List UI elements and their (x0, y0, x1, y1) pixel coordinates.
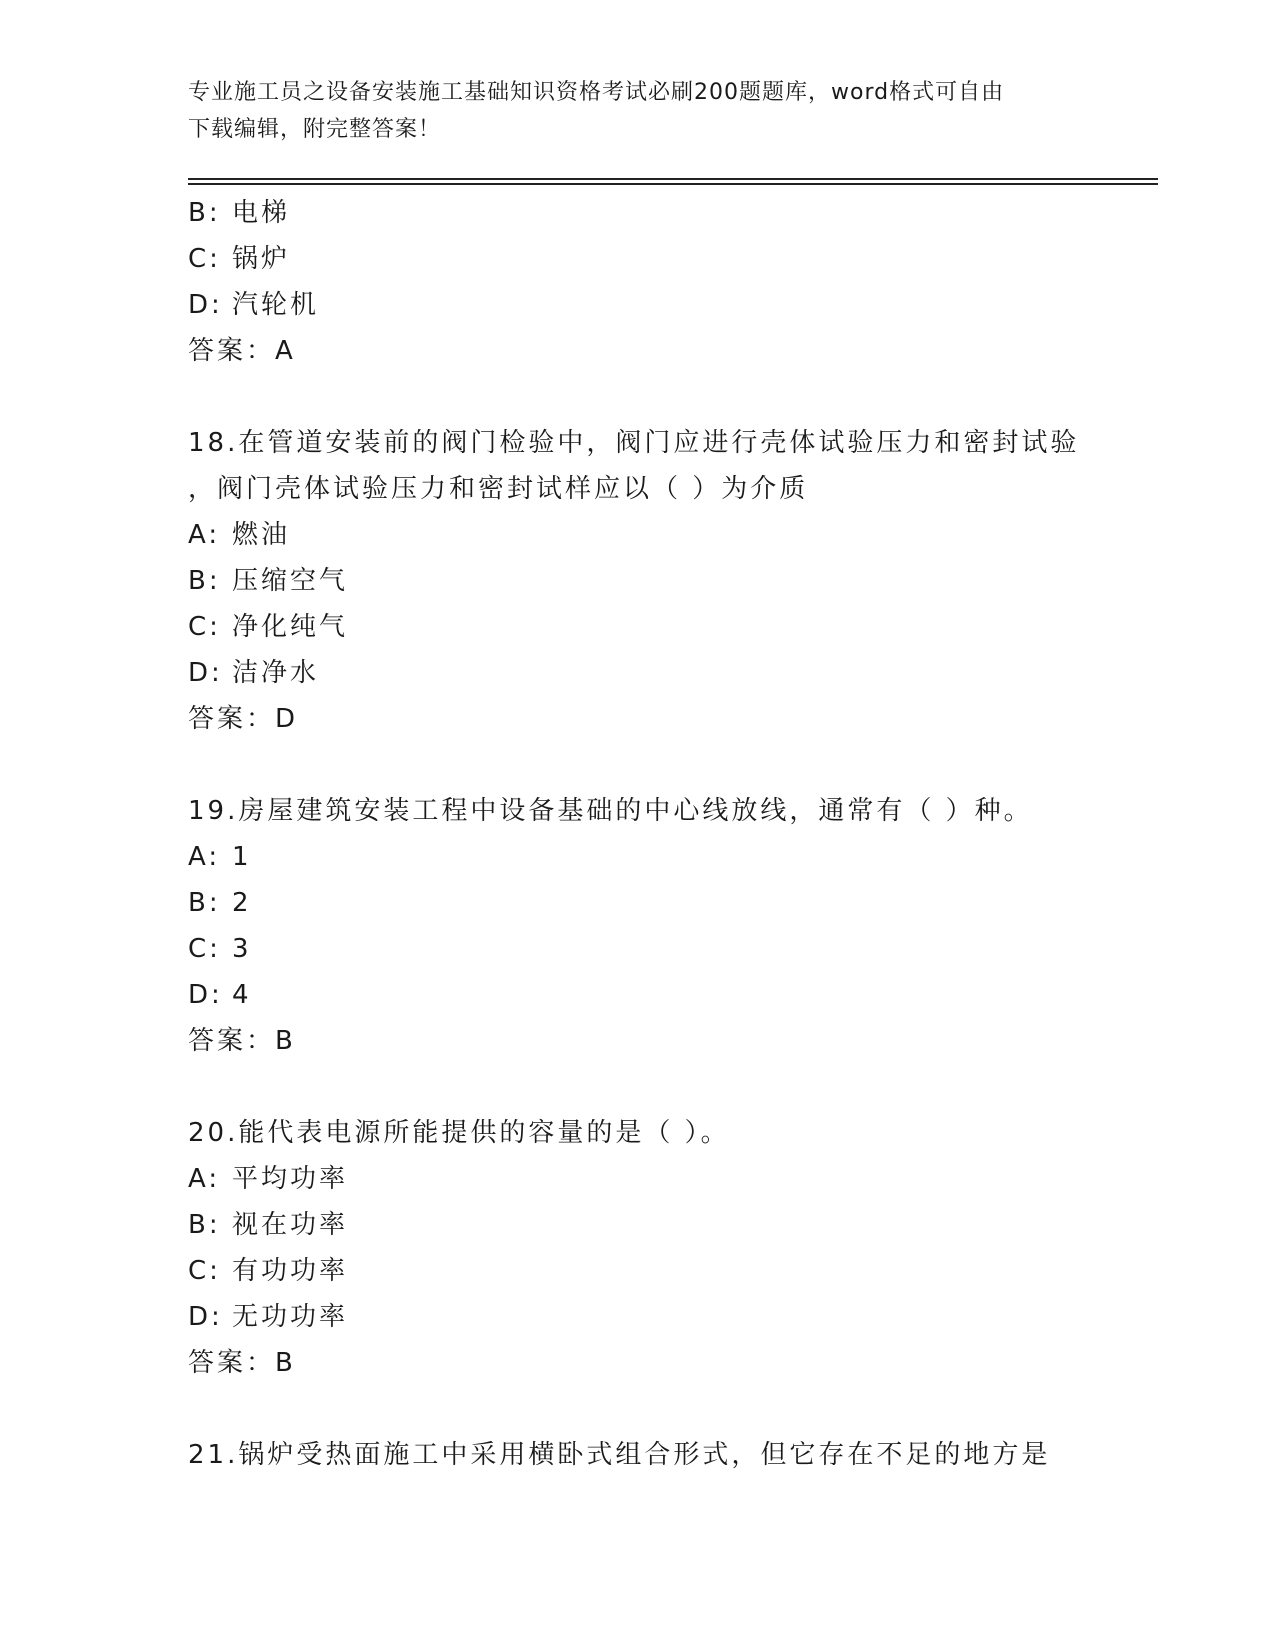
answer-line: 答案：A (188, 336, 296, 366)
option-text: 有功功率 (232, 1256, 349, 1286)
option-letter: B: (188, 198, 221, 228)
option-text: 燃油 (232, 520, 291, 550)
option-text: 锅炉 (232, 244, 291, 274)
option-item (188, 1248, 1148, 1294)
option-text: 2 (232, 888, 252, 918)
option-letter: C: (188, 1256, 221, 1286)
question-text-line-1: 18.在管道安装前的阀门检验中，阀门应进行壳体试验压力和密封试验 (188, 428, 1080, 458)
option-text: 1 (232, 842, 252, 872)
question-20 (188, 1110, 1148, 1386)
question-text-line-2: ，阀门壳体试验压力和密封试样应以（ ）为介质 (188, 474, 809, 504)
option-item (188, 1156, 1148, 1202)
answer-line: 答案：D (188, 704, 299, 734)
option-item (188, 190, 1148, 236)
option-item (188, 972, 1148, 1018)
option-item (188, 236, 1148, 282)
option-item (188, 926, 1148, 972)
question-text-line-1: 20.能代表电源所能提供的容量的是（ ）。 (188, 1118, 730, 1148)
spacer (188, 1064, 1148, 1110)
option-text: 电梯 (232, 198, 291, 228)
option-text: 视在功率 (232, 1210, 349, 1240)
question-19 (188, 788, 1148, 1064)
option-letter: B: (188, 888, 221, 918)
option-item (188, 282, 1148, 328)
question-21 (188, 1432, 1148, 1478)
option-letter: D: (188, 1302, 223, 1332)
option-text: 3 (232, 934, 252, 964)
question-list (188, 190, 1148, 1478)
option-item (188, 650, 1148, 696)
option-letter: B: (188, 566, 221, 596)
option-item (188, 512, 1148, 558)
header-divider-bottom (188, 183, 1158, 185)
option-text: 净化纯气 (232, 612, 349, 642)
spacer (188, 742, 1148, 788)
option-letter: D: (188, 980, 223, 1010)
option-text: 汽轮机 (232, 290, 320, 320)
question-text-line-1: 19.房屋建筑安装工程中设备基础的中心线放线，通常有（ ）种。 (188, 796, 1033, 826)
answer-line: 答案：B (188, 1026, 296, 1056)
answer-line: 答案：B (188, 1348, 296, 1378)
option-text: 无功功率 (232, 1302, 349, 1332)
spacer (188, 374, 1148, 420)
spacer (188, 1386, 1148, 1432)
option-text: 洁净水 (232, 658, 320, 688)
option-item (188, 558, 1148, 604)
option-letter: A: (188, 520, 221, 550)
option-item (188, 834, 1148, 880)
question-18 (188, 420, 1148, 742)
header-title-line-2: 下载编辑，附完整答案！ (188, 117, 442, 142)
header-divider-top (188, 178, 1158, 180)
option-letter: C: (188, 244, 221, 274)
option-letter: A: (188, 842, 221, 872)
option-text: 平均功率 (232, 1164, 349, 1194)
question-text-line-1: 21.锅炉受热面施工中采用横卧式组合形式，但它存在不足的地方是 (188, 1440, 1051, 1470)
option-letter: C: (188, 612, 221, 642)
option-letter: D: (188, 658, 223, 688)
option-letter: C: (188, 934, 221, 964)
option-text: 压缩空气 (232, 566, 349, 596)
option-text: 4 (232, 980, 252, 1010)
document-header (188, 74, 1068, 148)
option-item (188, 880, 1148, 926)
option-item (188, 604, 1148, 650)
question-17 (188, 190, 1148, 374)
option-item (188, 1202, 1148, 1248)
option-letter: A: (188, 1164, 221, 1194)
header-title-line-1: 专业施工员之设备安装施工基础知识资格考试必刷200题题库，word格式可自由 (188, 80, 1005, 105)
option-letter: B: (188, 1210, 221, 1240)
option-item (188, 1294, 1148, 1340)
option-letter: D: (188, 290, 223, 320)
